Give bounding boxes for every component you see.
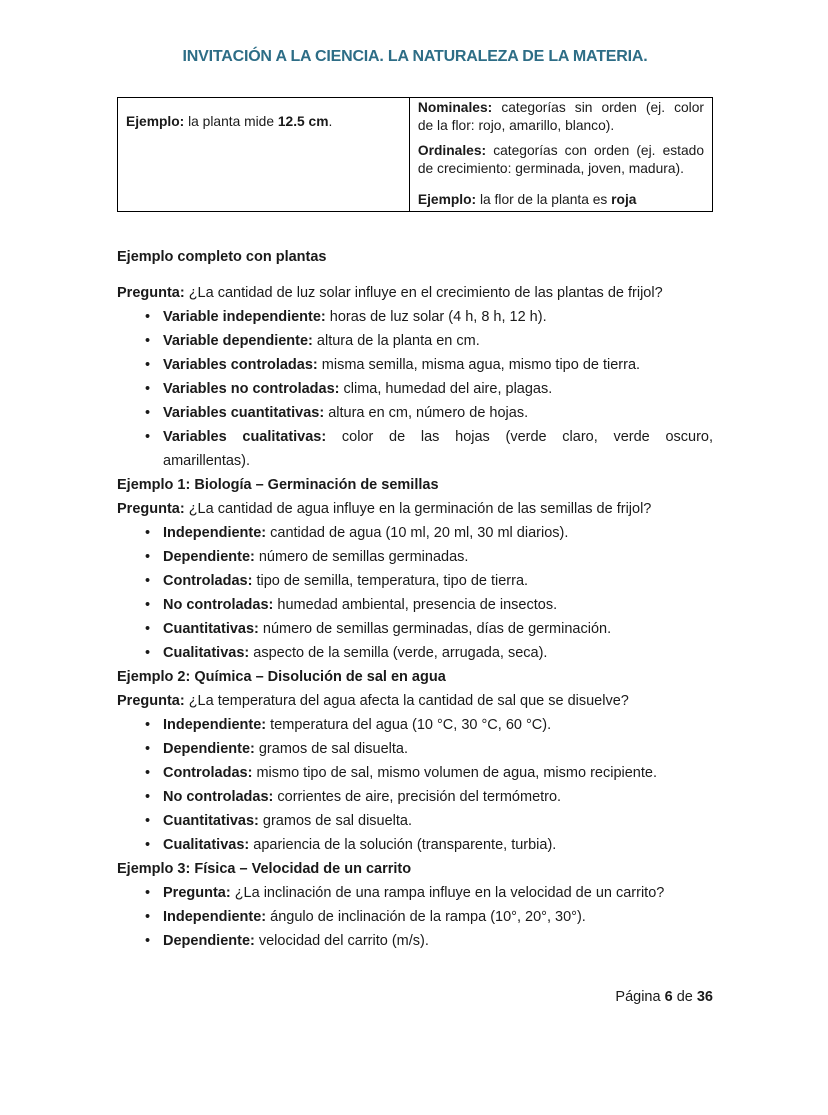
- section-heading-fisica: Ejemplo 3: Física – Velocidad de un carrito: [117, 860, 412, 877]
- label-text: clima, humedad del aire, plagas.: [339, 380, 553, 397]
- label-text: ángulo de inclinación de la rampa (10°, 20°, 30°).: [266, 908, 586, 925]
- pregunta-text: ¿La cantidad de agua influye en la germinación de las semillas de frijol?: [184, 500, 652, 517]
- list-item-line2: amarillentas).: [163, 452, 251, 469]
- bullet-icon: •: [145, 812, 151, 829]
- list-item: [117, 929, 713, 953]
- bullet-icon: •: [145, 428, 151, 445]
- table-cell-categories: [409, 98, 712, 212]
- label-text: horas de luz solar (4 h, 8 h, 12 h).: [325, 308, 547, 325]
- label-text: gramos de sal disuelta.: [254, 740, 408, 757]
- bold-label: Ordinales:: [417, 143, 487, 158]
- list-item-text: [163, 377, 713, 401]
- bold-label: Variables cuantitativas:: [163, 404, 325, 421]
- label-text: gramos de sal disuelta.: [258, 812, 413, 829]
- list-item: [117, 737, 713, 761]
- bold-label: Variables no controladas:: [163, 380, 340, 397]
- section-heading-plantas: Ejemplo completo con plantas: [117, 248, 327, 265]
- list-item-text: [163, 593, 713, 617]
- list-item: [117, 545, 713, 569]
- bold-label: Dependiente:: [163, 548, 255, 565]
- list-item-text: [163, 833, 713, 857]
- list-item-line1: [163, 425, 713, 449]
- label-text: temperatura del agua (10 °C, 30 °C, 60 °C).: [266, 716, 552, 733]
- list-item: [117, 833, 713, 857]
- bold-label: Cualitativas:: [163, 836, 250, 853]
- bullet-icon: •: [145, 308, 151, 325]
- list-item-text: [163, 329, 713, 353]
- bullet-icon: •: [145, 332, 151, 349]
- list-item: [117, 329, 713, 353]
- bullet-icon: •: [145, 404, 151, 421]
- label-text: categorías sin orden (ej. color: [492, 100, 704, 115]
- bullet-icon: •: [145, 932, 151, 949]
- list-item-text: [163, 305, 713, 329]
- nominales-paragraph: [418, 99, 704, 134]
- bold-label: Variable dependiente:: [163, 332, 313, 349]
- list-item-text: [163, 737, 713, 761]
- bold-label: Cuantitativas:: [163, 620, 259, 637]
- document-page: [0, 44, 828, 1115]
- variables-table: [117, 97, 713, 212]
- bold-label: Controladas:: [163, 572, 253, 589]
- list-item-text: [163, 761, 713, 785]
- bold-label: Ejemplo:: [417, 192, 477, 207]
- ordinales-line2: de crecimiento: germinada, joven, madura).: [417, 160, 684, 176]
- label-text: velocidad del carrito (m/s).: [254, 932, 429, 949]
- label-text: tipo de semilla, temperatura, tipo de tierra.: [252, 572, 529, 589]
- label-tail: .: [328, 114, 333, 129]
- section-heading-quimica: Ejemplo 2: Química – Disolución de sal en agua: [117, 668, 446, 685]
- list-item-text: [163, 425, 713, 473]
- list-item-text: [163, 641, 713, 665]
- bold-label: Pregunta:: [117, 692, 185, 709]
- bullet-icon: •: [145, 740, 151, 757]
- label-text: corrientes de aire, precisión del termómetro.: [273, 788, 562, 805]
- section-heading-biologia: Ejemplo 1: Biología – Germinación de semillas: [117, 476, 439, 493]
- pregunta-line: [117, 497, 713, 521]
- bullet-icon: •: [145, 596, 151, 613]
- bold-label: Pregunta:: [117, 500, 185, 517]
- list-item: [117, 881, 713, 905]
- bullet-icon: •: [145, 620, 151, 637]
- list-item-text: [163, 785, 713, 809]
- bold-label: Controladas:: [163, 764, 253, 781]
- bold-label: Cualitativas:: [163, 644, 250, 661]
- list-item-text: [163, 929, 713, 953]
- list-item-text: [163, 713, 713, 737]
- bullet-icon: •: [145, 356, 151, 373]
- list-item: [117, 785, 713, 809]
- bullet-icon: •: [145, 524, 151, 541]
- list-item: [117, 761, 713, 785]
- nominales-line2: de la flor: rojo, amarillo, blanco).: [417, 117, 615, 133]
- ejemplo-paragraph: [418, 191, 704, 209]
- list-item: [117, 353, 713, 377]
- footer-separator: de: [672, 988, 697, 1005]
- bold-label: Pregunta:: [163, 884, 231, 901]
- label-text: ¿La inclinación de una rampa influye en la velocidad de un carrito?: [230, 884, 665, 901]
- list-item-text: [163, 521, 713, 545]
- bold-label: Cuantitativas:: [163, 812, 259, 829]
- bullet-icon: •: [145, 836, 151, 853]
- example-line: [126, 113, 401, 131]
- list-item-text: [163, 881, 713, 905]
- bullet-icon: •: [145, 572, 151, 589]
- label-text: altura en cm, número de hojas.: [324, 404, 529, 421]
- list-item-text: [163, 569, 713, 593]
- bold-label: Independiente:: [163, 716, 267, 733]
- page-title: INVITACIÓN A LA CIENCIA. LA NATURALEZA DE LA MATERIA.: [182, 48, 648, 65]
- bold-label: Ejemplo:: [126, 114, 185, 129]
- list-item: [117, 617, 713, 641]
- bold-label: Dependiente:: [163, 740, 255, 757]
- list-item: [117, 377, 713, 401]
- nominales-line1: [418, 99, 704, 117]
- bold-label: Independiente:: [163, 908, 267, 925]
- list-item: [117, 641, 713, 665]
- label-text: número de semillas germinadas, días de germinación.: [258, 620, 612, 637]
- label-text: color de las hojas (verde claro, verde oscuro,: [326, 428, 713, 445]
- list-item-text: [163, 809, 713, 833]
- footer-page-number: 6: [664, 988, 673, 1005]
- bold-label: No controladas:: [163, 788, 274, 805]
- bullet-icon: •: [145, 716, 151, 733]
- footer-prefix: Página: [615, 988, 665, 1005]
- pregunta-text: ¿La cantidad de luz solar influye en el crecimiento de las plantas de frijol?: [184, 284, 663, 301]
- list-item: [117, 593, 713, 617]
- page-footer: [117, 985, 713, 1009]
- list-item: [117, 713, 713, 737]
- label-text: altura de la planta en cm.: [312, 332, 480, 349]
- bullet-icon: •: [145, 788, 151, 805]
- list-item: [117, 809, 713, 833]
- list-item: [117, 425, 713, 473]
- label-text: apariencia de la solución (transparente, turbia).: [249, 836, 557, 853]
- table-row: [118, 98, 713, 212]
- footer-total-pages: 36: [696, 988, 713, 1005]
- bold-value: roja: [611, 192, 637, 207]
- bold-value: 12.5 cm: [277, 114, 329, 129]
- label-text: aspecto de la semilla (verde, arrugada, seca).: [249, 644, 548, 661]
- bullet-icon: •: [145, 548, 151, 565]
- label-text: humedad ambiental, presencia de insectos.: [273, 596, 558, 613]
- bold-label: Pregunta:: [117, 284, 185, 301]
- list-item-text: [163, 401, 713, 425]
- bullet-icon: •: [145, 644, 151, 661]
- bold-label: Independiente:: [163, 524, 267, 541]
- label-text: misma semilla, misma agua, mismo tipo de tierra.: [317, 356, 641, 373]
- bullet-icon: •: [145, 764, 151, 781]
- bold-label: Variables controladas:: [163, 356, 318, 373]
- ordinales-line1: [418, 142, 704, 160]
- list-item-text: [163, 905, 713, 929]
- list-item: [117, 521, 713, 545]
- bullet-icon: •: [145, 380, 151, 397]
- bullet-icon: •: [145, 884, 151, 901]
- ordinales-paragraph: [418, 142, 704, 177]
- label-text: categorías con orden (ej. estado: [486, 143, 704, 158]
- label-text: la planta mide: [184, 114, 278, 129]
- label-text: la flor de la planta es: [476, 192, 612, 207]
- list-item: [117, 401, 713, 425]
- list-item-text: [163, 545, 713, 569]
- bullet-icon: •: [145, 908, 151, 925]
- bold-label: Variables cualitativas:: [163, 428, 327, 445]
- bold-label: Nominales:: [417, 100, 493, 115]
- list-item: [117, 569, 713, 593]
- pregunta-text: ¿La temperatura del agua afecta la cantidad de sal que se disuelve?: [184, 692, 629, 709]
- list-item-text: [163, 353, 713, 377]
- bold-label: Variable independiente:: [163, 308, 326, 325]
- list-item: [117, 905, 713, 929]
- label-text: cantidad de agua (10 ml, 20 ml, 30 ml diarios).: [266, 524, 569, 541]
- bold-label: Dependiente:: [163, 932, 255, 949]
- pregunta-line: [117, 689, 713, 713]
- label-text: número de semillas germinadas.: [254, 548, 469, 565]
- bold-label: No controladas:: [163, 596, 274, 613]
- pregunta-line: [117, 281, 713, 305]
- label-text: mismo tipo de sal, mismo volumen de agua, mismo recipiente.: [252, 764, 657, 781]
- list-item-text: [163, 617, 713, 641]
- list-item: [117, 305, 713, 329]
- table-cell-example: [118, 98, 410, 212]
